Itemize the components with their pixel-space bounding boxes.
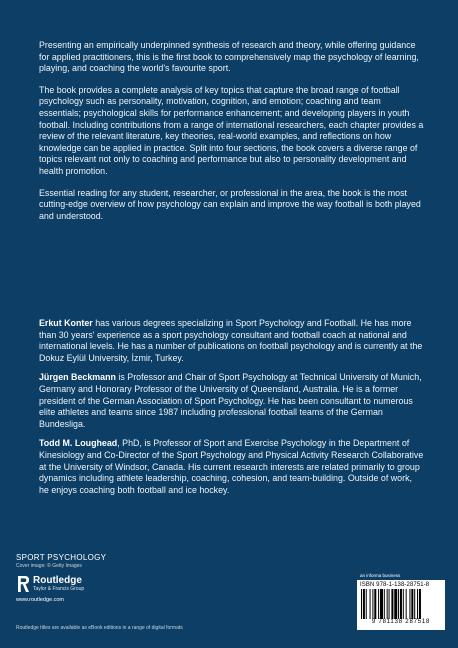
formats-note: Routledge titles are available as eBook editions in a range of digital formats bbox=[16, 625, 183, 631]
routledge-r-logo-icon bbox=[16, 575, 30, 593]
blurb-paragraph-1: Presenting an empirically underpinned synthesis of research and theory, while offering guidance for applied practitioners, this is the first book to comprehensively map the psychology of learning, playing, and coaching the world's favourite sport. bbox=[39, 40, 419, 74]
barcode-icon bbox=[360, 589, 442, 619]
blurb-section bbox=[39, 40, 424, 232]
publisher-name: Routledge bbox=[33, 575, 82, 586]
blurb-paragraph-3: Essential reading for any student, researcher, or professional in the area, the book is the most cutting-edge overview of how psychology can explain and improve the way football is both played and understood. bbox=[39, 187, 421, 221]
bio-loughead bbox=[39, 438, 424, 496]
publisher-website[interactable]: www.routledge.com bbox=[16, 597, 64, 603]
cover-credit: Cover image: © Getty Images bbox=[16, 563, 82, 569]
author-name: Jürgen Beckmann bbox=[39, 372, 116, 383]
publisher-subtitle: Taylor & Francis Group bbox=[33, 586, 85, 592]
barcode-number: 9 781138 287518 bbox=[371, 619, 431, 625]
author-name: Erkut Konter bbox=[39, 318, 93, 328]
isbn-barcode bbox=[357, 580, 445, 630]
publisher-block bbox=[16, 553, 266, 603]
publisher-name-block bbox=[33, 576, 84, 592]
publisher-logo bbox=[16, 575, 266, 593]
imprint-label: an informa business bbox=[360, 573, 401, 578]
bio-text: is Professor and Chair of Sport Psychology at Technical University of Munich, Germany and Honorary Professor of the University of Queensland, Australia. He is a former president of the German Association of Sport Psychology. He has been consultant to numerous elite athletes and teams since 1987 including professional football teams of the German Bundesliga. bbox=[39, 372, 422, 429]
bio-beckmann bbox=[39, 372, 424, 430]
bio-text: , PhD, is Professor of Sport and Exercise Psychology in the Department of Kinesiology and Co-Director of the Sport Psychology and Physical Activity Research Collaborative at the University of Windsor, Canada. His current research interests are related primarily to group dynamics including athlete leadership, coaching, cohesion, and team-building. Outside of work, he enjoys coaching both football and ice hockey. bbox=[39, 438, 424, 495]
isbn-text: ISBN 978-1-138-28751-8 bbox=[360, 582, 430, 588]
series-label: SPORT PSYCHOLOGY bbox=[16, 553, 107, 562]
bio-konter bbox=[39, 318, 424, 364]
blurb-paragraph-2: The book provides a complete analysis of key topics that capture the broad range of football psychology such as personality, motivation, cognition, and emotion; coaching and team essentials; psychological skills for performance enhancement; and developing players in youth football. Including contributions from a range of international researchers, each chapter provides a review of the relevant literature, key theories, real-world examples, and reflections on how knowledge can be applied in practice. Split into four sections, the book covers a diverse range of topics relevant not only to coaching and performance but also to personality development and health promotion. bbox=[39, 84, 424, 176]
bio-text: has various degrees specializing in Sport Psychology and Football. He has more than 30 years' experience as a sport psychology consultant and football coach at national and international levels. He has a number of publications on football psychology and is currently at the Dokuz Eylül University, İzmir, Turkey. bbox=[39, 318, 423, 363]
author-name: Todd M. Loughead bbox=[39, 438, 118, 449]
author-bios bbox=[39, 318, 424, 504]
